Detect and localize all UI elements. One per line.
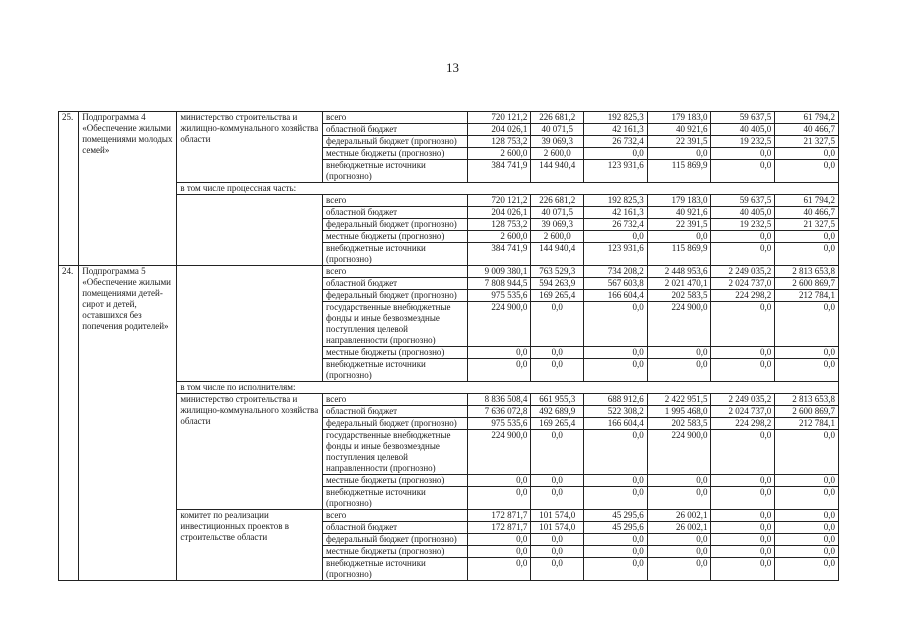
value-cell: 0,0 xyxy=(775,430,839,475)
value-cell: 0,0 xyxy=(711,558,775,581)
value-cell: 0,0 xyxy=(647,475,711,487)
value-cell: 0,0 xyxy=(775,302,839,347)
program-name-cell: Подпрограмма 5 «Обеспечение жилыми помещениями детей-сирот и детей, оставшихся без попечения родителей» xyxy=(79,266,177,581)
funding-source-cell: федеральный бюджет (прогнозно) xyxy=(323,219,468,231)
value-cell: 0,0 xyxy=(584,546,648,558)
value-cell: 7 808 944,5 xyxy=(467,278,531,290)
value-cell: 0,0 xyxy=(467,546,531,558)
value-cell: 0,0 xyxy=(467,359,531,382)
value-cell: 0,0 xyxy=(775,160,839,183)
funding-source-cell: внебюджетные источники (прогнозно) xyxy=(323,243,468,266)
value-cell: 39 069,3 xyxy=(531,136,584,148)
value-cell: 0,0 xyxy=(531,534,584,546)
value-cell: 40 466,7 xyxy=(775,207,839,219)
executor-blank-cell xyxy=(177,266,323,382)
value-cell: 224 298,2 xyxy=(711,290,775,302)
value-cell: 2 600,0 xyxy=(531,148,584,160)
value-cell: 166 604,4 xyxy=(584,290,648,302)
value-cell: 0,0 xyxy=(711,522,775,534)
value-cell: 40 071,5 xyxy=(531,124,584,136)
value-cell: 202 583,5 xyxy=(647,418,711,430)
value-cell: 0,0 xyxy=(531,302,584,347)
value-cell: 2 024 737,0 xyxy=(711,278,775,290)
row-number-cell: 24. xyxy=(59,266,79,581)
value-cell: 179 183,0 xyxy=(647,195,711,207)
value-cell: 0,0 xyxy=(711,160,775,183)
value-cell: 128 753,2 xyxy=(467,136,531,148)
value-cell: 172 871,7 xyxy=(467,510,531,522)
value-cell: 0,0 xyxy=(775,546,839,558)
value-cell: 0,0 xyxy=(647,231,711,243)
value-cell: 2 600,0 xyxy=(467,148,531,160)
value-cell: 0,0 xyxy=(775,231,839,243)
value-cell: 2 021 470,1 xyxy=(647,278,711,290)
value-cell: 115 869,9 xyxy=(647,243,711,266)
value-cell: 975 535,6 xyxy=(467,290,531,302)
value-cell: 0,0 xyxy=(467,487,531,510)
value-cell: 0,0 xyxy=(711,231,775,243)
value-cell: 26 002,1 xyxy=(647,510,711,522)
value-cell: 202 583,5 xyxy=(647,290,711,302)
value-cell: 0,0 xyxy=(584,359,648,382)
funding-source-cell: всего xyxy=(323,266,468,278)
value-cell: 0,0 xyxy=(531,347,584,359)
value-cell: 192 825,3 xyxy=(584,195,648,207)
value-cell: 21 327,5 xyxy=(775,136,839,148)
value-cell: 21 327,5 xyxy=(775,219,839,231)
funding-source-cell: внебюджетные источники (прогнозно) xyxy=(323,487,468,510)
value-cell: 0,0 xyxy=(584,558,648,581)
program-name-cell: Подпрограмма 4 «Обеспечение жилыми помещениями молодых семей» xyxy=(79,112,177,266)
value-cell: 0,0 xyxy=(647,534,711,546)
value-cell: 19 232,5 xyxy=(711,219,775,231)
value-cell: 0,0 xyxy=(467,534,531,546)
value-cell: 734 208,2 xyxy=(584,266,648,278)
value-cell: 0,0 xyxy=(584,231,648,243)
value-cell: 661 955,3 xyxy=(531,394,584,406)
value-cell: 0,0 xyxy=(711,475,775,487)
row-number-cell: 25. xyxy=(59,112,79,266)
value-cell: 40 921,6 xyxy=(647,124,711,136)
funding-source-cell: местные бюджеты (прогнозно) xyxy=(323,475,468,487)
value-cell: 0,0 xyxy=(584,534,648,546)
funding-source-cell: федеральный бюджет (прогнозно) xyxy=(323,290,468,302)
value-cell: 22 391,5 xyxy=(647,136,711,148)
value-cell: 0,0 xyxy=(531,430,584,475)
value-cell: 0,0 xyxy=(711,546,775,558)
value-cell: 2 024 737,0 xyxy=(711,406,775,418)
value-cell: 0,0 xyxy=(531,359,584,382)
value-cell: 224 900,0 xyxy=(467,302,531,347)
value-cell: 19 232,5 xyxy=(711,136,775,148)
executor-cell: министерство строительства и жилищно-коммунального хозяйства области xyxy=(177,112,323,183)
value-cell: 0,0 xyxy=(531,475,584,487)
funding-source-cell: всего xyxy=(323,112,468,124)
funding-source-cell: областной бюджет xyxy=(323,522,468,534)
value-cell: 212 784,1 xyxy=(775,290,839,302)
value-cell: 101 574,0 xyxy=(531,522,584,534)
value-cell: 0,0 xyxy=(647,558,711,581)
value-cell: 0,0 xyxy=(775,510,839,522)
value-cell: 2 249 035,2 xyxy=(711,394,775,406)
funding-source-cell: федеральный бюджет (прогнозно) xyxy=(323,534,468,546)
value-cell: 0,0 xyxy=(711,534,775,546)
value-cell: 2 600,0 xyxy=(467,231,531,243)
value-cell: 0,0 xyxy=(775,534,839,546)
value-cell: 224 900,0 xyxy=(467,430,531,475)
funding-source-cell: всего xyxy=(323,394,468,406)
funding-source-cell: местные бюджеты (прогнозно) xyxy=(323,347,468,359)
page-number: 13 xyxy=(446,60,459,75)
value-cell: 179 183,0 xyxy=(647,112,711,124)
funding-source-cell: областной бюджет xyxy=(323,207,468,219)
value-cell: 204 026,1 xyxy=(467,207,531,219)
value-cell: 144 940,4 xyxy=(531,243,584,266)
value-cell: 0,0 xyxy=(584,148,648,160)
value-cell: 0,0 xyxy=(647,148,711,160)
value-cell: 0,0 xyxy=(584,302,648,347)
value-cell: 7 636 072,8 xyxy=(467,406,531,418)
value-cell: 123 931,6 xyxy=(584,160,648,183)
value-cell: 0,0 xyxy=(531,487,584,510)
value-cell: 40 405,0 xyxy=(711,124,775,136)
value-cell: 688 912,6 xyxy=(584,394,648,406)
value-cell: 0,0 xyxy=(711,430,775,475)
value-cell: 224 298,2 xyxy=(711,418,775,430)
value-cell: 59 637,5 xyxy=(711,195,775,207)
value-cell: 40 466,7 xyxy=(775,124,839,136)
value-cell: 144 940,4 xyxy=(531,160,584,183)
value-cell: 492 689,9 xyxy=(531,406,584,418)
value-cell: 1 995 468,0 xyxy=(647,406,711,418)
value-cell: 0,0 xyxy=(775,487,839,510)
value-cell: 59 637,5 xyxy=(711,112,775,124)
value-cell: 45 295,6 xyxy=(584,510,648,522)
value-cell: 26 732,4 xyxy=(584,136,648,148)
value-cell: 8 836 508,4 xyxy=(467,394,531,406)
funding-source-cell: внебюджетные источники (прогнозно) xyxy=(323,160,468,183)
value-cell: 0,0 xyxy=(467,347,531,359)
value-cell: 40 071,5 xyxy=(531,207,584,219)
value-cell: 226 681,2 xyxy=(531,112,584,124)
value-cell: 0,0 xyxy=(584,347,648,359)
value-cell: 0,0 xyxy=(584,487,648,510)
value-cell: 720 121,2 xyxy=(467,195,531,207)
funding-source-cell: местные бюджеты (прогнозно) xyxy=(323,231,468,243)
value-cell: 0,0 xyxy=(584,430,648,475)
value-cell: 169 265,4 xyxy=(531,418,584,430)
value-cell: 224 900,0 xyxy=(647,302,711,347)
executor-blank-cell xyxy=(177,195,323,266)
funding-source-cell: государственные внебюджетные фонды и иные безвозмездные поступления целевой направленности (прогнозно) xyxy=(323,302,468,347)
value-cell: 0,0 xyxy=(711,243,775,266)
value-cell: 224 900,0 xyxy=(647,430,711,475)
value-cell: 2 448 953,6 xyxy=(647,266,711,278)
value-cell: 0,0 xyxy=(711,148,775,160)
value-cell: 2 600,0 xyxy=(531,231,584,243)
value-cell: 522 308,2 xyxy=(584,406,648,418)
value-cell: 2 813 653,8 xyxy=(775,394,839,406)
value-cell: 594 263,9 xyxy=(531,278,584,290)
value-cell: 192 825,3 xyxy=(584,112,648,124)
value-cell: 2 422 951,5 xyxy=(647,394,711,406)
funding-source-cell: федеральный бюджет (прогнозно) xyxy=(323,418,468,430)
value-cell: 226 681,2 xyxy=(531,195,584,207)
funding-source-cell: областной бюджет xyxy=(323,406,468,418)
value-cell: 0,0 xyxy=(584,475,648,487)
value-cell: 0,0 xyxy=(531,558,584,581)
subheading-cell: в том числе процессная часть: xyxy=(177,183,839,195)
funding-source-cell: государственные внебюджетные фонды и иные безвозмездные поступления целевой направленности (прогнозно) xyxy=(323,430,468,475)
value-cell: 61 794,2 xyxy=(775,112,839,124)
funding-source-cell: местные бюджеты (прогнозно) xyxy=(323,546,468,558)
value-cell: 115 869,9 xyxy=(647,160,711,183)
executor-cell: министерство строительства и жилищно-коммунального хозяйства области xyxy=(177,394,323,510)
value-cell: 0,0 xyxy=(775,359,839,382)
value-cell: 22 391,5 xyxy=(647,219,711,231)
value-cell: 0,0 xyxy=(467,558,531,581)
budget-table xyxy=(58,111,839,581)
value-cell: 204 026,1 xyxy=(467,124,531,136)
value-cell: 40 405,0 xyxy=(711,207,775,219)
value-cell: 763 529,3 xyxy=(531,266,584,278)
value-cell: 0,0 xyxy=(775,475,839,487)
value-cell: 0,0 xyxy=(531,546,584,558)
funding-source-cell: местные бюджеты (прогнозно) xyxy=(323,148,468,160)
value-cell: 0,0 xyxy=(711,359,775,382)
value-cell: 0,0 xyxy=(775,347,839,359)
value-cell: 2 813 653,8 xyxy=(775,266,839,278)
value-cell: 128 753,2 xyxy=(467,219,531,231)
value-cell: 975 535,6 xyxy=(467,418,531,430)
value-cell: 42 161,3 xyxy=(584,207,648,219)
value-cell: 212 784,1 xyxy=(775,418,839,430)
value-cell: 0,0 xyxy=(711,510,775,522)
value-cell: 9 009 380,1 xyxy=(467,266,531,278)
value-cell: 26 002,1 xyxy=(647,522,711,534)
subheading-cell: в том числе по исполнителям: xyxy=(177,382,839,394)
value-cell: 61 794,2 xyxy=(775,195,839,207)
funding-source-cell: всего xyxy=(323,510,468,522)
value-cell: 0,0 xyxy=(647,359,711,382)
value-cell: 123 931,6 xyxy=(584,243,648,266)
value-cell: 0,0 xyxy=(775,558,839,581)
value-cell: 567 603,8 xyxy=(584,278,648,290)
value-cell: 0,0 xyxy=(467,475,531,487)
table-row xyxy=(59,112,839,124)
value-cell: 0,0 xyxy=(711,487,775,510)
value-cell: 26 732,4 xyxy=(584,219,648,231)
value-cell: 45 295,6 xyxy=(584,522,648,534)
value-cell: 720 121,2 xyxy=(467,112,531,124)
value-cell: 0,0 xyxy=(711,302,775,347)
value-cell: 384 741,9 xyxy=(467,160,531,183)
value-cell: 2 600 869,7 xyxy=(775,278,839,290)
funding-source-cell: внебюджетные источники (прогнозно) xyxy=(323,359,468,382)
value-cell: 101 574,0 xyxy=(531,510,584,522)
value-cell: 42 161,3 xyxy=(584,124,648,136)
value-cell: 2 600 869,7 xyxy=(775,406,839,418)
table-row xyxy=(59,266,839,278)
value-cell: 166 604,4 xyxy=(584,418,648,430)
value-cell: 2 249 035,2 xyxy=(711,266,775,278)
value-cell: 0,0 xyxy=(775,148,839,160)
value-cell: 0,0 xyxy=(647,546,711,558)
funding-source-cell: областной бюджет xyxy=(323,124,468,136)
value-cell: 0,0 xyxy=(775,243,839,266)
value-cell: 39 069,3 xyxy=(531,219,584,231)
value-cell: 169 265,4 xyxy=(531,290,584,302)
executor-cell: комитет по реализации инвестиционных проектов в строительстве области xyxy=(177,510,323,581)
funding-source-cell: федеральный бюджет (прогнозно) xyxy=(323,136,468,148)
value-cell: 0,0 xyxy=(647,487,711,510)
funding-source-cell: областной бюджет xyxy=(323,278,468,290)
value-cell: 172 871,7 xyxy=(467,522,531,534)
value-cell: 40 921,6 xyxy=(647,207,711,219)
value-cell: 0,0 xyxy=(711,347,775,359)
funding-source-cell: внебюджетные источники (прогнозно) xyxy=(323,558,468,581)
value-cell: 0,0 xyxy=(775,522,839,534)
value-cell: 384 741,9 xyxy=(467,243,531,266)
value-cell: 0,0 xyxy=(647,347,711,359)
funding-source-cell: всего xyxy=(323,195,468,207)
